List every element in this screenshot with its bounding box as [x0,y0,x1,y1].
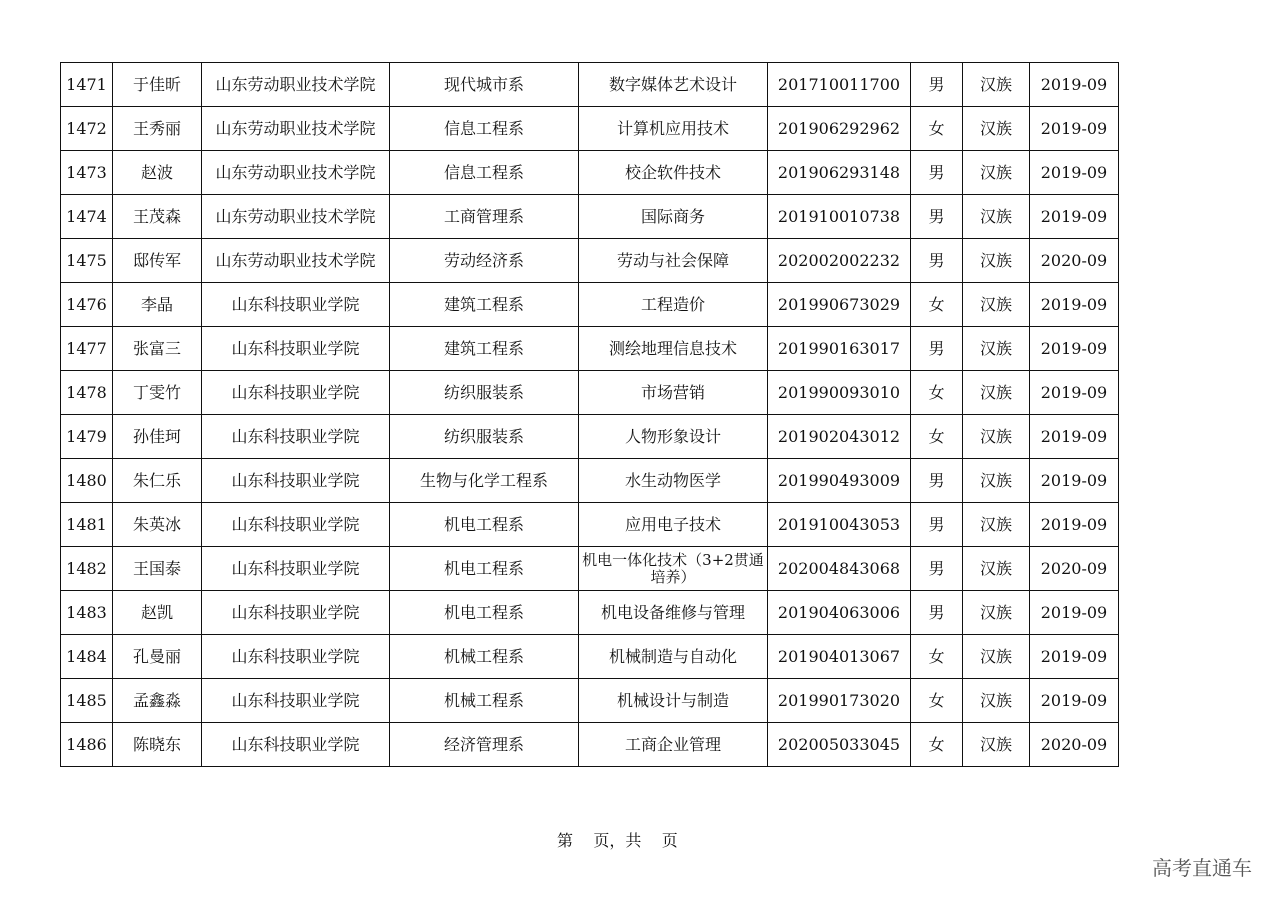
department-cell: 机电工程系 [390,591,579,635]
student-id-cell: 201902043012 [768,415,911,459]
table-row [61,679,1119,723]
gender-cell: 男 [911,151,963,195]
student-roster-table [60,62,1119,767]
student-name-cell: 陈晓东 [113,723,202,767]
major-cell: 机械设计与制造 [579,679,768,723]
student-name-cell: 朱英冰 [113,503,202,547]
ethnicity-cell: 汉族 [963,151,1030,195]
table-row [61,151,1119,195]
major-cell: 机械制造与自动化 [579,635,768,679]
row-number-cell: 1471 [61,63,113,107]
enrollment-date-cell: 2019-09 [1030,591,1119,635]
major-cell: 校企软件技术 [579,151,768,195]
table-row [61,547,1119,591]
gender-cell: 女 [911,635,963,679]
department-cell: 信息工程系 [390,151,579,195]
major-cell: 数字媒体艺术设计 [579,63,768,107]
enrollment-date-cell: 2020-09 [1030,239,1119,283]
major-cell: 机电一体化技术（3+2贯通培养） [579,547,768,591]
department-cell: 机电工程系 [390,503,579,547]
row-number-cell: 1479 [61,415,113,459]
school-name-cell: 山东科技职业学院 [202,371,390,415]
school-name-cell: 山东科技职业学院 [202,415,390,459]
major-cell: 劳动与社会保障 [579,239,768,283]
row-number-cell: 1486 [61,723,113,767]
gender-cell: 女 [911,371,963,415]
major-cell: 机电设备维修与管理 [579,591,768,635]
major-cell: 工商企业管理 [579,723,768,767]
department-cell: 建筑工程系 [390,327,579,371]
gender-cell: 男 [911,195,963,239]
school-name-cell: 山东科技职业学院 [202,327,390,371]
student-id-cell: 201990673029 [768,283,911,327]
row-number-cell: 1484 [61,635,113,679]
row-number-cell: 1478 [61,371,113,415]
student-id-cell: 202004843068 [768,547,911,591]
enrollment-date-cell: 2019-09 [1030,63,1119,107]
gender-cell: 男 [911,327,963,371]
department-cell: 机电工程系 [390,547,579,591]
enrollment-date-cell: 2019-09 [1030,107,1119,151]
student-name-cell: 丁雯竹 [113,371,202,415]
gender-cell: 女 [911,723,963,767]
enrollment-date-cell: 2019-09 [1030,371,1119,415]
student-name-cell: 王茂森 [113,195,202,239]
gender-cell: 女 [911,283,963,327]
student-name-cell: 张富三 [113,327,202,371]
major-cell: 工程造价 [579,283,768,327]
enrollment-date-cell: 2019-09 [1030,283,1119,327]
school-name-cell: 山东科技职业学院 [202,283,390,327]
ethnicity-cell: 汉族 [963,371,1030,415]
enrollment-date-cell: 2019-09 [1030,415,1119,459]
student-id-cell: 201910010738 [768,195,911,239]
department-cell: 纺织服装系 [390,415,579,459]
enrollment-date-cell: 2019-09 [1030,327,1119,371]
table-row [61,239,1119,283]
student-id-cell: 202005033045 [768,723,911,767]
enrollment-date-cell: 2020-09 [1030,723,1119,767]
major-cell: 测绘地理信息技术 [579,327,768,371]
gender-cell: 男 [911,459,963,503]
row-number-cell: 1482 [61,547,113,591]
table-row [61,723,1119,767]
department-cell: 建筑工程系 [390,283,579,327]
table-row [61,63,1119,107]
table-row [61,195,1119,239]
department-cell: 工商管理系 [390,195,579,239]
student-id-cell: 201710011700 [768,63,911,107]
ethnicity-cell: 汉族 [963,107,1030,151]
student-name-cell: 朱仁乐 [113,459,202,503]
ethnicity-cell: 汉族 [963,635,1030,679]
department-cell: 现代城市系 [390,63,579,107]
school-name-cell: 山东劳动职业技术学院 [202,63,390,107]
student-name-cell: 王国泰 [113,547,202,591]
gender-cell: 男 [911,591,963,635]
gender-cell: 女 [911,679,963,723]
row-number-cell: 1472 [61,107,113,151]
row-number-cell: 1481 [61,503,113,547]
student-id-cell: 201904013067 [768,635,911,679]
row-number-cell: 1483 [61,591,113,635]
student-name-cell: 李晶 [113,283,202,327]
student-name-cell: 赵凯 [113,591,202,635]
enrollment-date-cell: 2019-09 [1030,679,1119,723]
student-id-cell: 201990493009 [768,459,911,503]
major-cell: 应用电子技术 [579,503,768,547]
ethnicity-cell: 汉族 [963,63,1030,107]
school-name-cell: 山东科技职业学院 [202,679,390,723]
student-id-cell: 201906292962 [768,107,911,151]
row-number-cell: 1485 [61,679,113,723]
gender-cell: 女 [911,107,963,151]
enrollment-date-cell: 2019-09 [1030,195,1119,239]
ethnicity-cell: 汉族 [963,547,1030,591]
major-cell: 水生动物医学 [579,459,768,503]
table-row [61,591,1119,635]
table-row [61,283,1119,327]
school-name-cell: 山东科技职业学院 [202,591,390,635]
ethnicity-cell: 汉族 [963,283,1030,327]
watermark-logo: 高考直通车 [1152,856,1252,880]
enrollment-date-cell: 2019-09 [1030,635,1119,679]
student-id-cell: 202002002232 [768,239,911,283]
school-name-cell: 山东劳动职业技术学院 [202,239,390,283]
table-row [61,459,1119,503]
student-id-cell: 201906293148 [768,151,911,195]
school-name-cell: 山东科技职业学院 [202,547,390,591]
table-row [61,371,1119,415]
school-name-cell: 山东科技职业学院 [202,635,390,679]
student-name-cell: 孙佳珂 [113,415,202,459]
gender-cell: 男 [911,239,963,283]
major-cell: 国际商务 [579,195,768,239]
school-name-cell: 山东科技职业学院 [202,459,390,503]
student-name-cell: 邸传军 [113,239,202,283]
enrollment-date-cell: 2019-09 [1030,503,1119,547]
table-row [61,503,1119,547]
department-cell: 经济管理系 [390,723,579,767]
ethnicity-cell: 汉族 [963,591,1030,635]
ethnicity-cell: 汉族 [963,415,1030,459]
ethnicity-cell: 汉族 [963,679,1030,723]
ethnicity-cell: 汉族 [963,327,1030,371]
student-id-cell: 201990163017 [768,327,911,371]
student-name-cell: 孟鑫淼 [113,679,202,723]
enrollment-date-cell: 2020-09 [1030,547,1119,591]
department-cell: 机械工程系 [390,635,579,679]
row-number-cell: 1476 [61,283,113,327]
major-cell: 市场营销 [579,371,768,415]
department-cell: 信息工程系 [390,107,579,151]
ethnicity-cell: 汉族 [963,195,1030,239]
row-number-cell: 1474 [61,195,113,239]
department-cell: 机械工程系 [390,679,579,723]
department-cell: 纺织服装系 [390,371,579,415]
row-number-cell: 1477 [61,327,113,371]
row-number-cell: 1480 [61,459,113,503]
enrollment-date-cell: 2019-09 [1030,459,1119,503]
ethnicity-cell: 汉族 [963,503,1030,547]
gender-cell: 男 [911,63,963,107]
school-name-cell: 山东科技职业学院 [202,723,390,767]
student-name-cell: 赵波 [113,151,202,195]
student-id-cell: 201990173020 [768,679,911,723]
school-name-cell: 山东劳动职业技术学院 [202,151,390,195]
table-row [61,635,1119,679]
enrollment-date-cell: 2019-09 [1030,151,1119,195]
school-name-cell: 山东科技职业学院 [202,503,390,547]
table-row [61,415,1119,459]
ethnicity-cell: 汉族 [963,239,1030,283]
school-name-cell: 山东劳动职业技术学院 [202,195,390,239]
gender-cell: 男 [911,503,963,547]
row-number-cell: 1473 [61,151,113,195]
student-name-cell: 孔曼丽 [113,635,202,679]
row-number-cell: 1475 [61,239,113,283]
major-cell: 计算机应用技术 [579,107,768,151]
gender-cell: 女 [911,415,963,459]
major-cell: 人物形象设计 [579,415,768,459]
student-id-cell: 201910043053 [768,503,911,547]
student-id-cell: 201990093010 [768,371,911,415]
table-row [61,327,1119,371]
student-name-cell: 于佳昕 [113,63,202,107]
student-name-cell: 王秀丽 [113,107,202,151]
roster-body [61,63,1119,767]
department-cell: 生物与化学工程系 [390,459,579,503]
ethnicity-cell: 汉族 [963,723,1030,767]
page-footer: 第 页，共 页 [557,831,678,850]
student-id-cell: 201904063006 [768,591,911,635]
table-row [61,107,1119,151]
ethnicity-cell: 汉族 [963,459,1030,503]
gender-cell: 男 [911,547,963,591]
school-name-cell: 山东劳动职业技术学院 [202,107,390,151]
department-cell: 劳动经济系 [390,239,579,283]
